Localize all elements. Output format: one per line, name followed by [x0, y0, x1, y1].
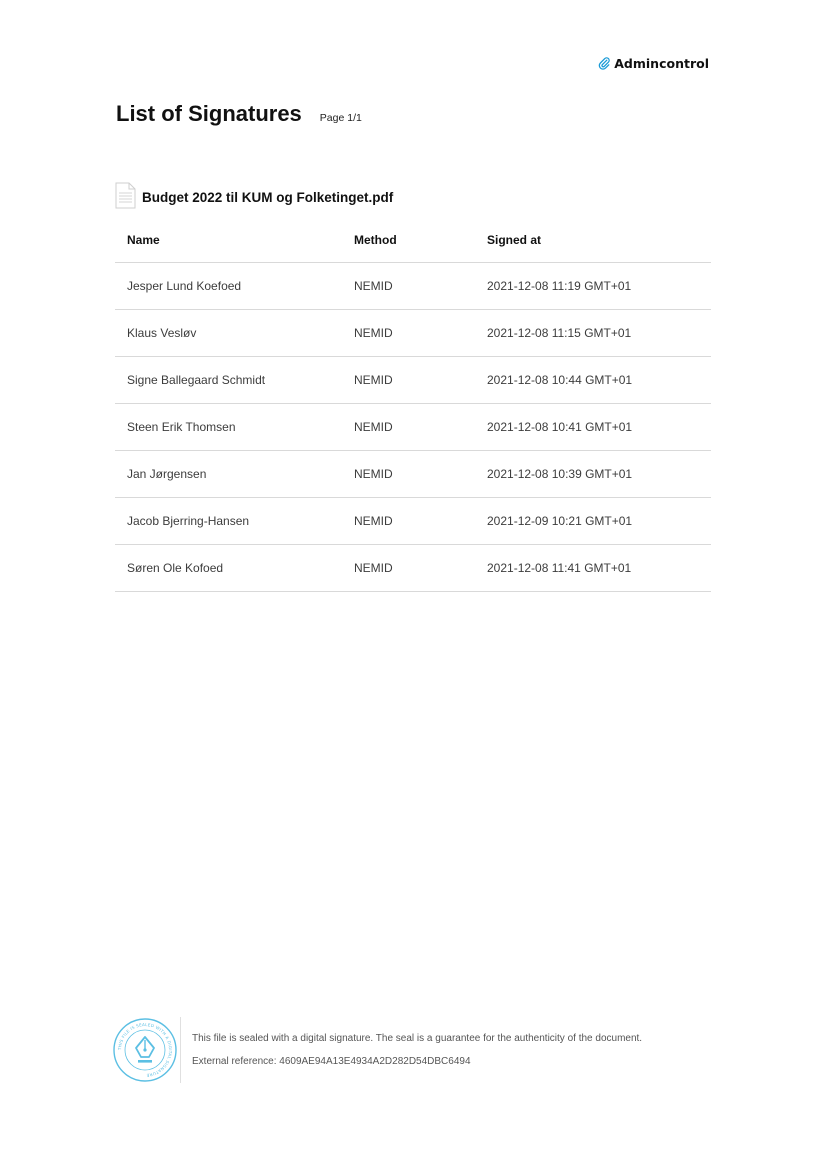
signer-name: Signe Ballegaard Schmidt — [115, 357, 354, 404]
document-heading — [115, 182, 393, 209]
table-row — [115, 545, 711, 592]
column-header-signed-at: Signed at — [487, 218, 711, 263]
signer-name: Steen Erik Thomsen — [115, 404, 354, 451]
signing-method: NEMID — [354, 310, 487, 357]
signed-at: 2021-12-08 11:15 GMT+01 — [487, 310, 711, 357]
table-row — [115, 263, 711, 310]
table-row — [115, 451, 711, 498]
signed-at: 2021-12-08 10:44 GMT+01 — [487, 357, 711, 404]
column-header-name: Name — [115, 218, 354, 263]
page-indicator: Page 1/1 — [319, 112, 362, 124]
title-row — [116, 101, 362, 127]
signed-at: 2021-12-08 10:41 GMT+01 — [487, 404, 711, 451]
pen-nib-seal-icon — [112, 1017, 181, 1083]
signer-name: Klaus Vesløv — [115, 310, 354, 357]
signed-at: 2021-12-08 11:19 GMT+01 — [487, 263, 711, 310]
table-row — [115, 498, 711, 545]
signatures-table — [115, 218, 711, 592]
seal-footer — [112, 1017, 642, 1083]
signing-method: NEMID — [354, 545, 487, 592]
brand-name: Admincontrol — [614, 56, 709, 71]
seal-statement: This file is sealed with a digital signature. The seal is a guarantee for the authenticity of the document. — [192, 1033, 643, 1044]
table-row — [115, 404, 711, 451]
signer-name: Jesper Lund Koefoed — [115, 263, 354, 310]
document-icon — [115, 182, 136, 209]
table-row — [115, 310, 711, 357]
file-name: Budget 2022 til KUM og Folketinget.pdf — [142, 190, 394, 205]
signer-name: Jacob Bjerring-Hansen — [115, 498, 354, 545]
signing-method: NEMID — [354, 498, 487, 545]
paperclip-icon — [598, 57, 611, 70]
column-header-method: Method — [354, 218, 487, 263]
signing-method: NEMID — [354, 451, 487, 498]
page-title: List of Signatures — [116, 101, 302, 126]
table-header-row — [115, 218, 711, 263]
signer-name: Jan Jørgensen — [115, 451, 354, 498]
signing-method: NEMID — [354, 357, 487, 404]
signing-method: NEMID — [354, 404, 487, 451]
signer-name: Søren Ole Kofoed — [115, 545, 354, 592]
external-reference: External reference: 4609AE94A13E4934A2D282D54DBC6494 — [192, 1056, 471, 1067]
svg-text:THIS FILE IS SEALED WITH A DIG: THIS FILE IS SEALED WITH A DIGITAL SIGNATURE — [116, 1021, 174, 1078]
signed-at: 2021-12-08 11:41 GMT+01 — [487, 545, 711, 592]
brand-logo — [598, 56, 709, 71]
table-row — [115, 357, 711, 404]
signing-method: NEMID — [354, 263, 487, 310]
signed-at: 2021-12-08 10:39 GMT+01 — [487, 451, 711, 498]
signed-at: 2021-12-09 10:21 GMT+01 — [487, 498, 711, 545]
seal-text — [192, 1027, 642, 1073]
